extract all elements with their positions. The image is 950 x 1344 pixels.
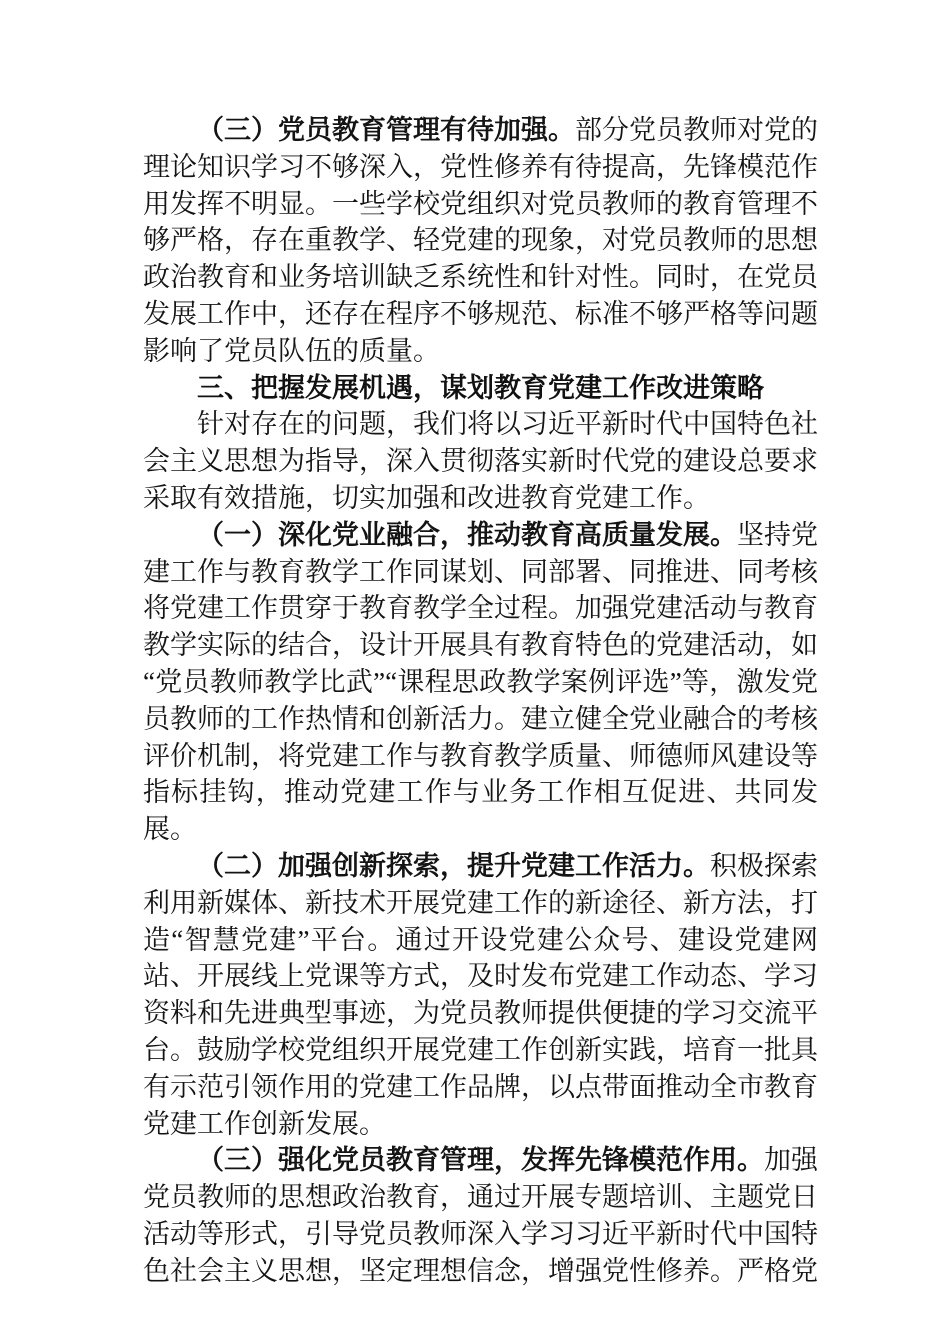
paragraph-text: 积极探索利用新媒体、新技术开展党建工作的新途径、新方法，打造“智慧党建”平台。通过开设党建公众号、建设党建网站、开展线上党课等方式，及时发布党建工作动态、学习资料和先进典型事迹，为党员教师提供便捷的学习交流平台。鼓励学校党组织开展党建工作创新实践，培育一批具有示范引领作用的党建工作品牌，以点带面推动全市教育党建工作创新发展。 <box>143 850 818 1139</box>
paragraph-strategy-3 <box>143 1142 818 1289</box>
paragraph-text: 针对存在的问题，我们将以习近平新时代中国特色社会主义思想为指导，深入贯彻落实新时代党的建设总要求采取有效措施，切实加强和改进教育党建工作。 <box>143 409 818 513</box>
paragraph-lead: （三）党员教育管理有待加强。 <box>197 115 575 145</box>
section-heading-3: 三、把握发展机遇，谋划教育党建工作改进策略 <box>197 372 764 403</box>
paragraph-strategy-2 <box>143 848 818 1142</box>
paragraph-strategy-1 <box>143 517 818 848</box>
paragraph-problem-3 <box>143 112 818 370</box>
paragraph-text: 加强党员教师的思想政治教育，通过开展专题培训、主题党日活动等形式，引导党员教师深入学习习近平新时代中国特色社会主义思想，坚定理想信念，增强党性修养。严格党 <box>143 1145 818 1286</box>
paragraph-intro <box>143 406 818 516</box>
paragraph-text: 坚持党建工作与教育教学工作同谋划、同部署、同推进、同考核将党建工作贯穿于教育教学全过程。加强党建活动与教育教学实际的结合，设计开展具有教育特色的党建活动，如“党员教师教学比武”“课程思政教学案例评选”等，激发党员教师的工作热情和创新活力。建立健全党业融合的考核评价机制，将党建工作与教育教学质量、师德师风建设等指标挂钩，推动党建工作与业务工作相互促进、共同发展。 <box>143 519 818 845</box>
paragraph-text: 部分党员教师对党的理论知识学习不够深入，党性修养有待提高，先锋模范作用发挥不明显。一些学校党组织对党员教师的教育管理不够严格，存在重教学、轻党建的现象，对党员教师的思想政治教育和业务培训缺乏系统性和针对性。同时，在党员发展工作中，还存在程序不够规范、标准不够严格等问题影响了党员队伍的质量。 <box>143 115 818 366</box>
paragraph-lead: （二）加强创新探索，提升党建工作活力。 <box>197 850 710 881</box>
paragraph-lead: （一）深化党业融合，推动教育高质量发展。 <box>197 519 737 550</box>
paragraph-lead: （三）强化党员教育管理，发挥先锋模范作用。 <box>197 1145 764 1176</box>
